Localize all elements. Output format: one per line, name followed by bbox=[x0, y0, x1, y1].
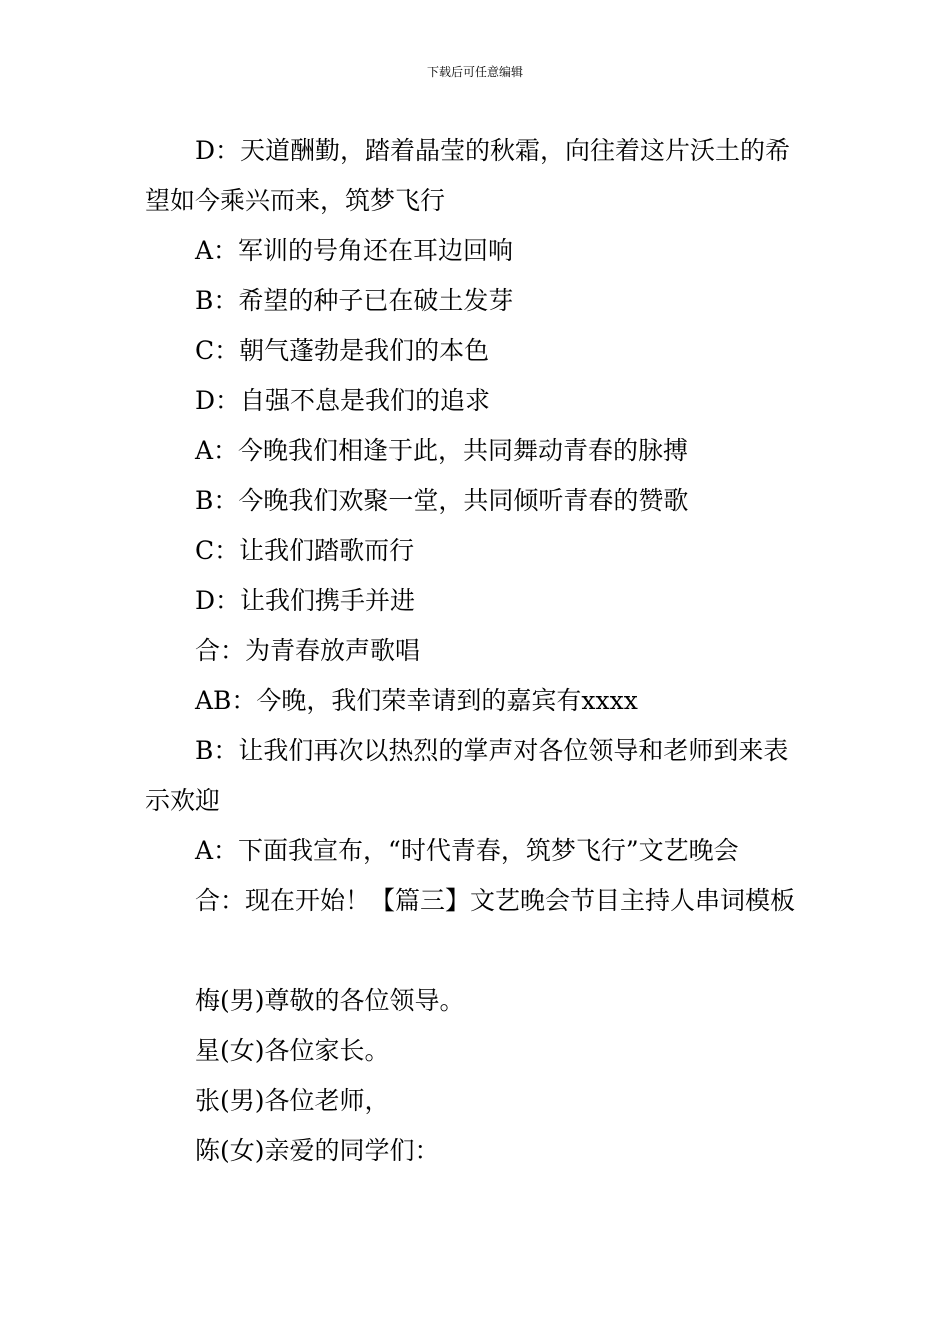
document-body bbox=[145, 126, 810, 1176]
host-line: 张(男)各位老师， bbox=[195, 1086, 390, 1115]
host-line: 星(女)各位家长。 bbox=[195, 1036, 390, 1065]
host-line: 陈(女)亲爱的同学们： bbox=[195, 1136, 440, 1165]
script-line: B：让我们再次以热烈的掌声对各位领导和老师到来表示欢迎 bbox=[145, 736, 789, 815]
script-line: A：今晚我们相逢于此，共同舞动青春的脉搏 bbox=[195, 436, 689, 465]
script-line: D：自强不息是我们的追求 bbox=[195, 386, 491, 415]
script-line: B：今晚我们欢聚一堂，共同倾听青春的赞歌 bbox=[195, 486, 689, 515]
script-line: B：希望的种子已在破土发芽 bbox=[195, 286, 514, 315]
script-line: 合：为青春放声歌唱 bbox=[195, 636, 421, 665]
script-line: C：朝气蓬勃是我们的本色 bbox=[195, 336, 490, 365]
script-line: AB：今晚，我们荣幸请到的嘉宾有xxxx bbox=[195, 686, 638, 715]
page-header: 下载后可任意编辑 bbox=[426, 65, 523, 79]
script-line: 合：现在开始！【篇三】文艺晚会节目主持人串词模板 bbox=[195, 886, 796, 915]
script-line: D：天道酬勤，踏着晶莹的秋霜，向往着这片沃土的希望如今乘兴而来，筑梦飞行 bbox=[145, 136, 791, 215]
script-line: A：下面我宣布，“时代青春，筑梦飞行”文艺晚会 bbox=[195, 836, 739, 865]
script-line: C：让我们踏歌而行 bbox=[195, 536, 415, 565]
host-line: 梅(男)尊敬的各位领导。 bbox=[195, 986, 465, 1015]
paragraph-gap bbox=[145, 926, 810, 976]
script-line: D：让我们携手并进 bbox=[195, 586, 416, 615]
script-line: A：军训的号角还在耳边回响 bbox=[195, 236, 514, 265]
